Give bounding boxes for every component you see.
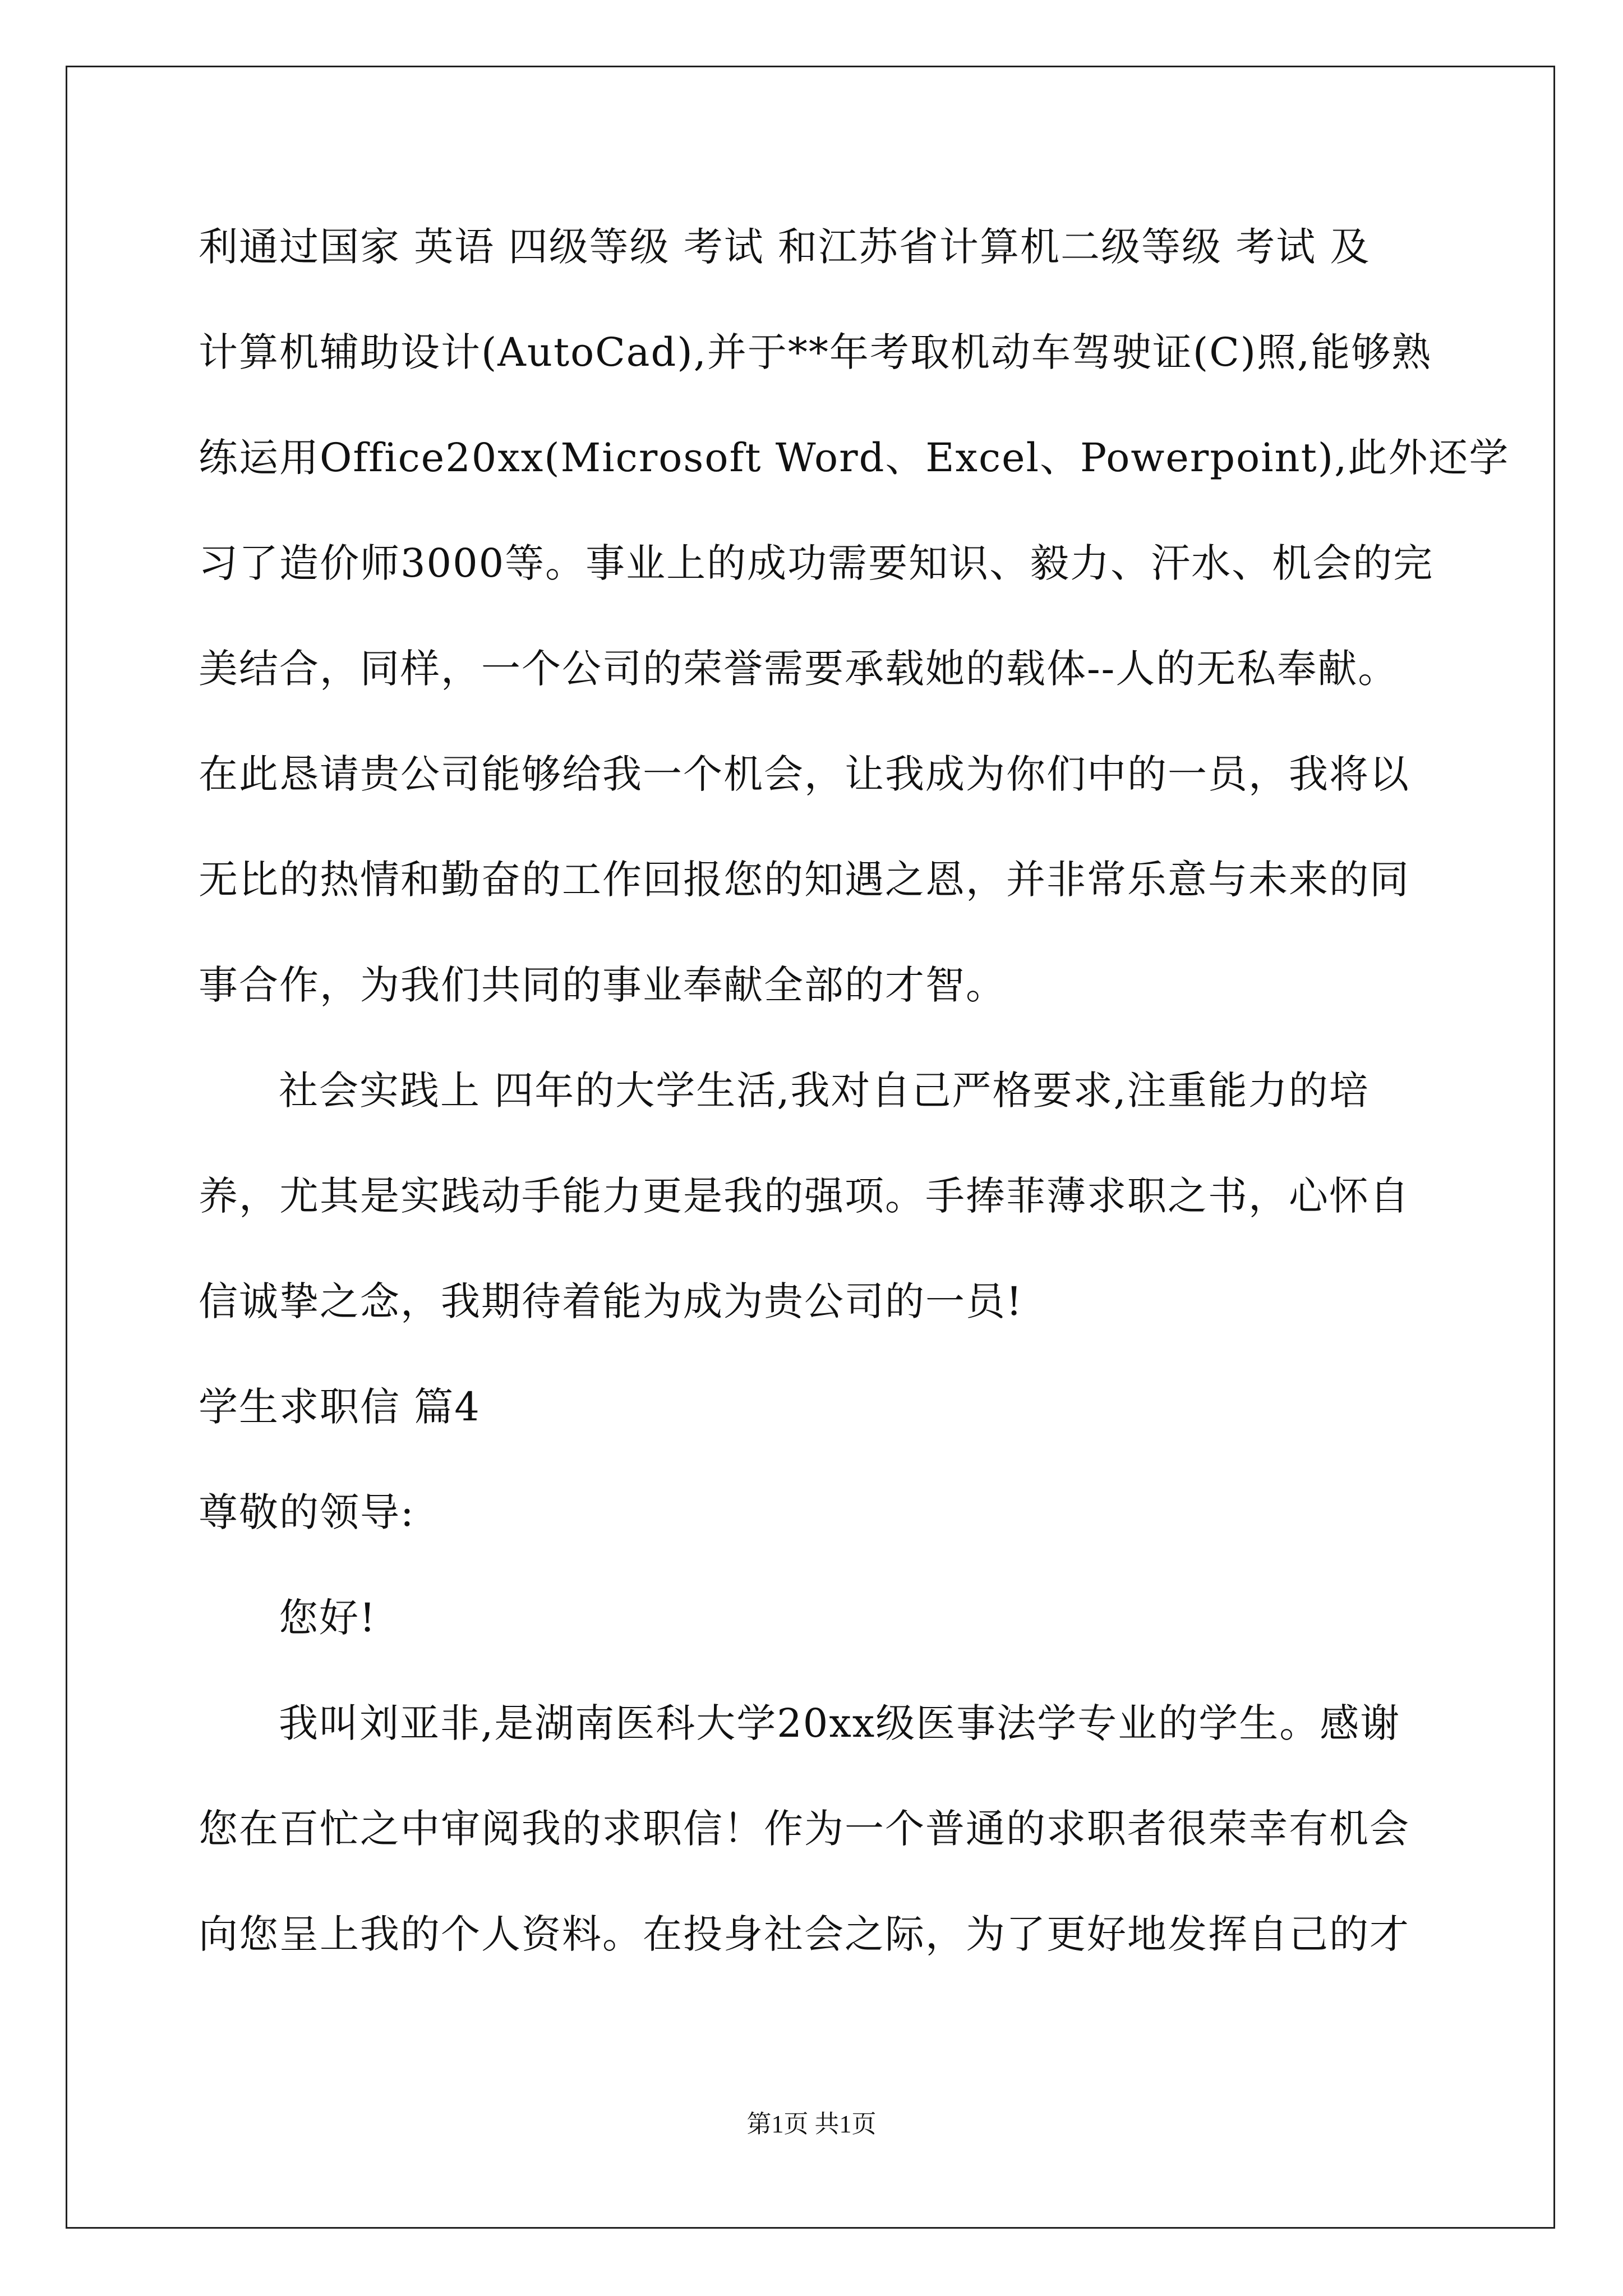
paragraph-start-line: 我叫刘亚非,是湖南医科大学20xx级医事法学专业的学生。感谢 — [279, 1700, 1401, 1746]
text-line: 事合作，为我们共同的事业奉献全部的才智。 — [199, 962, 1006, 1008]
text-line: 您在百忙之中审阅我的求职信！作为一个普通的求职者很荣幸有机会 — [199, 1806, 1410, 1852]
text-line: 练运用Office20xx(Microsoft Word、Excel、Powerpoint),此外还学 — [199, 435, 1510, 481]
greeting: 您好! — [279, 1595, 377, 1641]
text-line: 养，尤其是实践动手能力更是我的强项。手捧菲薄求职之书，心怀自 — [199, 1173, 1410, 1219]
page-footer: 第1页 共1页 — [746, 2110, 877, 2138]
text-line: 美结合，同样，一个公司的荣誉需要承载她的载体--人的无私奉献。 — [199, 646, 1399, 692]
paragraph-start-line: 社会实践上 四年的大学生活,我对自己严格要求,注重能力的培 — [279, 1068, 1370, 1114]
salutation: 尊敬的领导: — [199, 1489, 415, 1535]
text-line: 习了造价师3000等。事业上的成功需要知识、毅力、汗水、机会的完 — [199, 540, 1434, 586]
text-line: 信诚挚之念，我期待着能为成为贵公司的一员! — [199, 1278, 1023, 1324]
text-line: 计算机辅助设计(AutoCad),并于**年考取机动车驾驶证(C)照,能够熟 — [199, 329, 1432, 375]
section-heading: 学生求职信 篇4 — [199, 1384, 481, 1430]
text-line: 在此恳请贵公司能够给我一个机会，让我成为你们中的一员，我将以 — [199, 751, 1410, 797]
text-line: 利通过国家 英语 四级等级 考试 和江苏省计算机二级等级 考试 及 — [199, 224, 1371, 270]
text-line: 向您呈上我的个人资料。在投身社会之际，为了更好地发挥自己的才 — [199, 1911, 1410, 1957]
text-line: 无比的热情和勤奋的工作回报您的知遇之恩，并非常乐意与未来的同 — [199, 857, 1410, 903]
